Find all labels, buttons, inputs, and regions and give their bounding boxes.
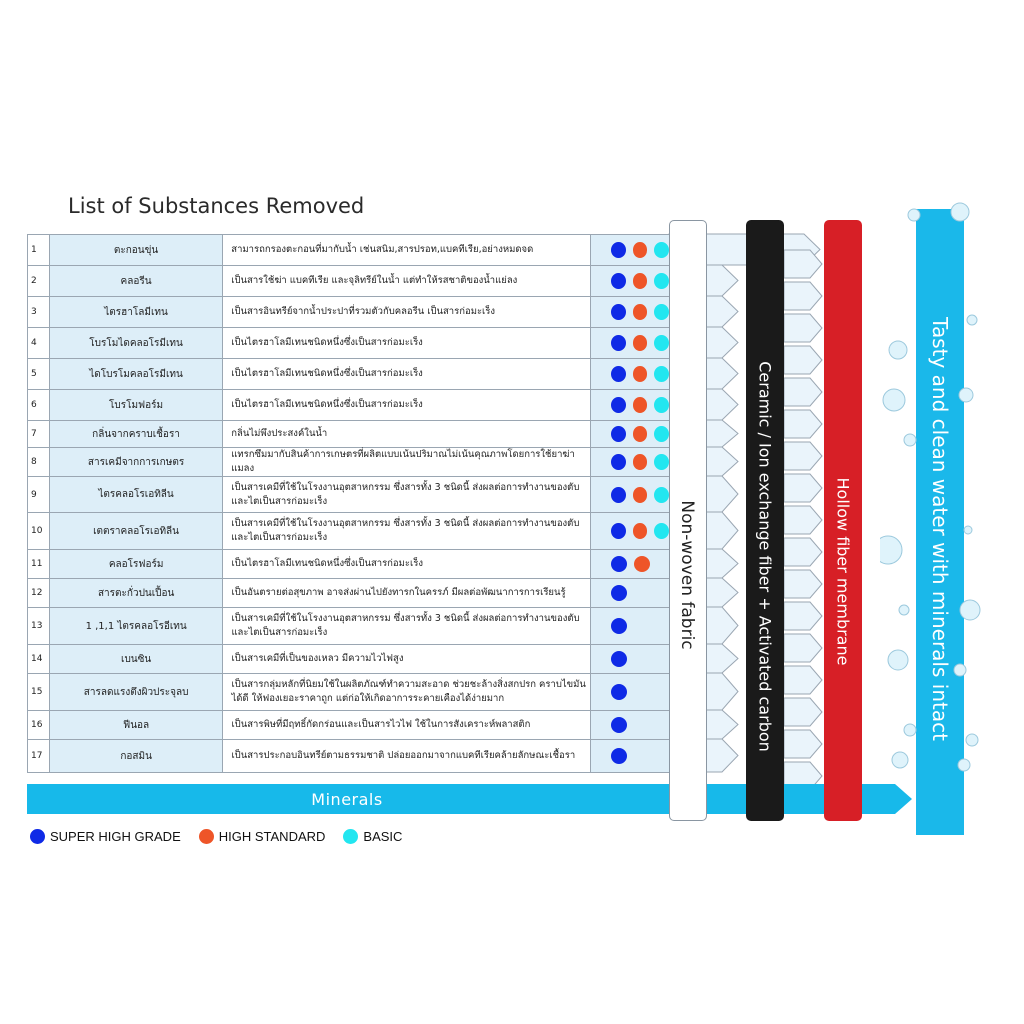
row-number: 13 [27,608,50,644]
grade-dot-blue [611,684,627,700]
grade-dot-orange [633,366,648,382]
substance-description: เป็นอันตรายต่อสุขภาพ อาจส่งผ่านไปยังทารกในครรภ์ มีผลต่อพัฒนาการการเรียนรู้ [223,579,591,607]
grade-dots [591,266,669,296]
grade-dot-orange [633,273,648,289]
substance-description: เป็นสารประกอบอินทรีย์ตามธรรมชาติ ปล่อยออกมาจากแบคทีเรียคล้ายลักษณะเชื้อรา [223,740,591,772]
grade-legend [30,829,412,844]
grade-dot-blue [611,523,626,539]
table-row [27,579,669,608]
grade-dot-orange [633,304,648,320]
substances-table [27,234,669,773]
substance-name: เตตราคลอโรเอทิลีน [50,513,223,549]
flow-chevron [784,474,822,502]
substance-name: ไตรฮาโลมีเทน [50,297,223,327]
table-row [27,608,669,645]
substance-name: ไดโบรโมคลอโรมีเทน [50,359,223,389]
grade-dot-orange [634,556,650,572]
substance-description: เป็นสารกลุ่มหลักที่นิยมใช้ในผลิตภัณฑ์ทำความสะอาด ช่วยชะล้างสิ่งสกปรก คราบไขมันได้ดี ให้ฟองเยอะราคาถูก แต่ก่อให้เกิดอาการระคายเคืองได้ง่ายมาก [223,674,591,710]
grade-dot-cyan [654,487,669,503]
row-number: 10 [27,513,50,549]
grade-dot-blue [611,585,627,601]
legend-item [343,829,402,844]
row-number: 8 [27,448,50,476]
water-droplet [904,724,916,736]
water-droplet [960,600,980,620]
legend-label: SUPER HIGH GRADE [50,829,181,844]
water-droplet [951,203,969,221]
water-droplet [892,752,908,768]
flow-chevron [784,378,822,406]
substance-name: 1 ,1,1 ไตรคลอโรอีเทน [50,608,224,644]
flow-chevron [784,666,822,694]
substance-name: ตะกอนขุ่น [50,235,223,265]
non-woven-label: Non-woven fabric [677,500,697,650]
flow-chevron [784,506,822,534]
substance-description: แทรกซึมมากับสินค้าการเกษตรที่ผลิตแบบเน้นปริมาณไม่เน้นคุณภาพโดยการใช้ยาฆ่าแมลง [223,448,591,476]
grade-dots [591,359,669,389]
grade-dots [591,235,669,265]
flow-chevron [784,346,822,374]
flow-chevron [784,410,822,438]
substance-description: เป็นสารเคมีที่ใช้ในโรงงานอุตสาหกรรม ซึ่งสารทั้ง 3 ชนิดนี้ ส่งผลต่อการทำงานของตับและไตเป็นสารก่อมะเร็ง [223,513,591,549]
substance-name: สารลดแรงตึงผิวประจุลบ [50,674,224,710]
substance-description: เป็นไตรฮาโลมีเทนชนิดหนึ่งซึ่งเป็นสารก่อมะเร็ง [223,390,591,420]
row-number: 3 [27,297,50,327]
legend-label: HIGH STANDARD [218,829,326,844]
substance-description: เป็นสารอินทรีย์จากน้ำประปาที่รวมตัวกับคลอรีน เป็นสารก่อมะเร็ง [223,297,591,327]
grade-dot-orange [633,426,648,442]
substance-name: โบรโมฟอร์ม [50,390,223,420]
row-number: 14 [27,645,50,673]
grade-dot-blue [611,304,626,320]
flow-chevron [784,634,822,662]
flow-chevron [784,282,822,310]
grade-dot-blue [611,454,626,470]
ceramic-label: Ceramic / Ion exchange fiber + Activated carbon [755,361,775,752]
row-number: 2 [27,266,50,296]
substance-name: กอสมิน [50,740,224,772]
substance-name: กลิ่นจากคราบเชื้อรา [50,421,223,447]
grade-dots [591,645,669,673]
substance-description: เป็นไตรฮาโลมีเทนชนิดหนึ่งซึ่งเป็นสารก่อมะเร็ง [223,550,591,578]
table-row [27,421,669,448]
grade-dots [591,297,669,327]
substance-name: สารตะกั่วปนเปื้อน [50,579,224,607]
water-droplet [899,605,909,615]
substance-name: ไตรคลอโรเอทิลีน [50,477,223,512]
row-number: 4 [27,328,50,358]
legend-dot [30,829,45,844]
grade-dots [591,740,669,772]
grade-dot-blue [611,651,627,667]
row-number: 1 [27,235,50,265]
grade-dots [591,328,669,358]
grade-dot-blue [611,273,626,289]
grade-dots [591,477,669,512]
grade-dot-blue [611,335,626,351]
grade-dot-orange [633,335,648,351]
water-droplets [880,200,1000,840]
table-row [27,674,669,711]
grade-dot-blue [611,397,626,413]
table-row [27,359,669,390]
table-row [27,740,669,773]
flow-chevron [784,730,822,758]
row-number: 12 [27,579,50,607]
water-droplet [888,650,908,670]
substance-description: เป็นสารเคมีที่ใช้ในโรงงานอุตสาหกรรม ซึ่งสารทั้ง 3 ชนิดนี้ ส่งผลต่อการทำงานของตับและไตเป็นสารก่อมะเร็ง [223,608,591,644]
substance-name: คลอรีน [50,266,223,296]
grade-dot-cyan [654,523,669,539]
water-droplet [883,389,905,411]
grade-dots [591,608,669,644]
table-row [27,235,669,266]
substance-description: เป็นสารพิษที่มีฤทธิ์กัดกร่อนและเป็นสารไวไฟ ใช้ในการสังเคราะห์พลาสติก [223,711,591,739]
grade-dot-blue [611,242,626,258]
substance-description: เป็นสารเคมีที่ใช้ในโรงงานอุตสาหกรรม ซึ่งสารทั้ง 3 ชนิดนี้ ส่งผลต่อการทำงานของตับและไตเป็นสารก่อมะเร็ง [223,477,591,512]
row-number: 7 [27,421,50,447]
water-droplet [966,734,978,746]
water-droplet [954,664,966,676]
grade-dots [591,674,669,710]
water-droplet [908,209,920,221]
grade-dot-blue [611,717,627,733]
row-number: 16 [27,711,50,739]
water-droplet [889,341,907,359]
substance-description: เป็นไตรฮาโลมีเทนชนิดหนึ่งซึ่งเป็นสารก่อมะเร็ง [223,359,591,389]
grade-dot-blue [611,556,627,572]
legend-item [30,829,181,844]
grade-dot-cyan [654,273,669,289]
table-row [27,390,669,421]
grade-dot-blue [611,487,626,503]
page-title: List of Substances Removed [68,194,365,218]
flow-chevron [784,538,822,566]
grade-dots [591,579,669,607]
row-number: 15 [27,674,50,710]
water-droplet [904,434,916,446]
grade-dot-orange [633,397,648,413]
legend-dot [343,829,358,844]
minerals-label: Minerals [311,789,383,809]
grade-dot-blue [611,426,626,442]
grade-dot-cyan [654,426,669,442]
table-row [27,550,669,579]
grade-dots [591,421,669,447]
grade-dot-orange [633,523,648,539]
grade-dot-cyan [654,366,669,382]
water-droplet [959,388,973,402]
substance-name: สารเคมีจากการเกษตร [50,448,223,476]
row-number: 5 [27,359,50,389]
grade-dot-cyan [654,335,669,351]
water-droplet [967,315,977,325]
grade-dot-blue [611,618,627,634]
flow-chevron [784,602,822,630]
row-number: 6 [27,390,50,420]
substance-name: โบรโมไดคลอโรมีเทน [50,328,223,358]
table-row [27,328,669,359]
grade-dot-orange [633,242,648,258]
water-droplet [958,759,970,771]
grade-dot-blue [611,366,626,382]
substance-name: เบนซิน [50,645,224,673]
substance-description: เป็นสารเคมีที่เป็นของเหลว มีความไวไฟสูง [223,645,591,673]
legend-label: BASIC [363,829,403,844]
substance-description: เป็นสารใช้ฆ่า แบคทีเรีย และจุลิทรีย์ในน้ำ แต่ทำให้รสชาติของน้ำแย่ลง [223,266,591,296]
table-row [27,477,669,513]
flow-chevron [784,570,822,598]
grade-dot-cyan [654,304,669,320]
flow-chevron [784,250,822,278]
substance-description: สามารถกรองตะกอนที่มากับน้ำ เช่นสนิม,สารปรอท,แบคทีเรีย,อย่างหมดจด [223,235,591,265]
row-number: 17 [27,740,50,772]
grade-dots [591,513,669,549]
row-number: 9 [27,477,50,512]
row-number: 11 [27,550,50,578]
table-row [27,297,669,328]
grade-dots [591,448,669,476]
table-row [27,266,669,297]
table-row [27,711,669,740]
grade-dot-blue [611,748,627,764]
grade-dot-orange [633,487,648,503]
substance-description: เป็นไตรฮาโลมีเทนชนิดหนึ่งซึ่งเป็นสารก่อมะเร็ง [223,328,591,358]
grade-dot-cyan [654,242,669,258]
grade-dot-orange [633,454,648,470]
grade-dots [591,390,669,420]
grade-dot-cyan [654,397,669,413]
water-droplet [880,536,902,564]
table-row [27,448,669,477]
table-row [27,513,669,550]
water-droplet [964,526,972,534]
table-row [27,645,669,674]
flow-chevron [784,698,822,726]
hollow-fiber-label: Hollow fiber membrane [833,477,853,666]
legend-dot [199,829,214,844]
flow-chevron [784,442,822,470]
legend-item [199,829,326,844]
flow-chevron [784,314,822,342]
grade-dots [591,711,669,739]
substance-name: ฟีนอล [50,711,224,739]
substance-description: กลิ่นไม่พึงประสงค์ในน้ำ [223,421,591,447]
grade-dot-cyan [654,454,669,470]
output-label: Tasty and clean water with minerals intact [928,317,952,741]
grade-dots [591,550,669,578]
substance-name: คลอโรฟอร์ม [50,550,224,578]
